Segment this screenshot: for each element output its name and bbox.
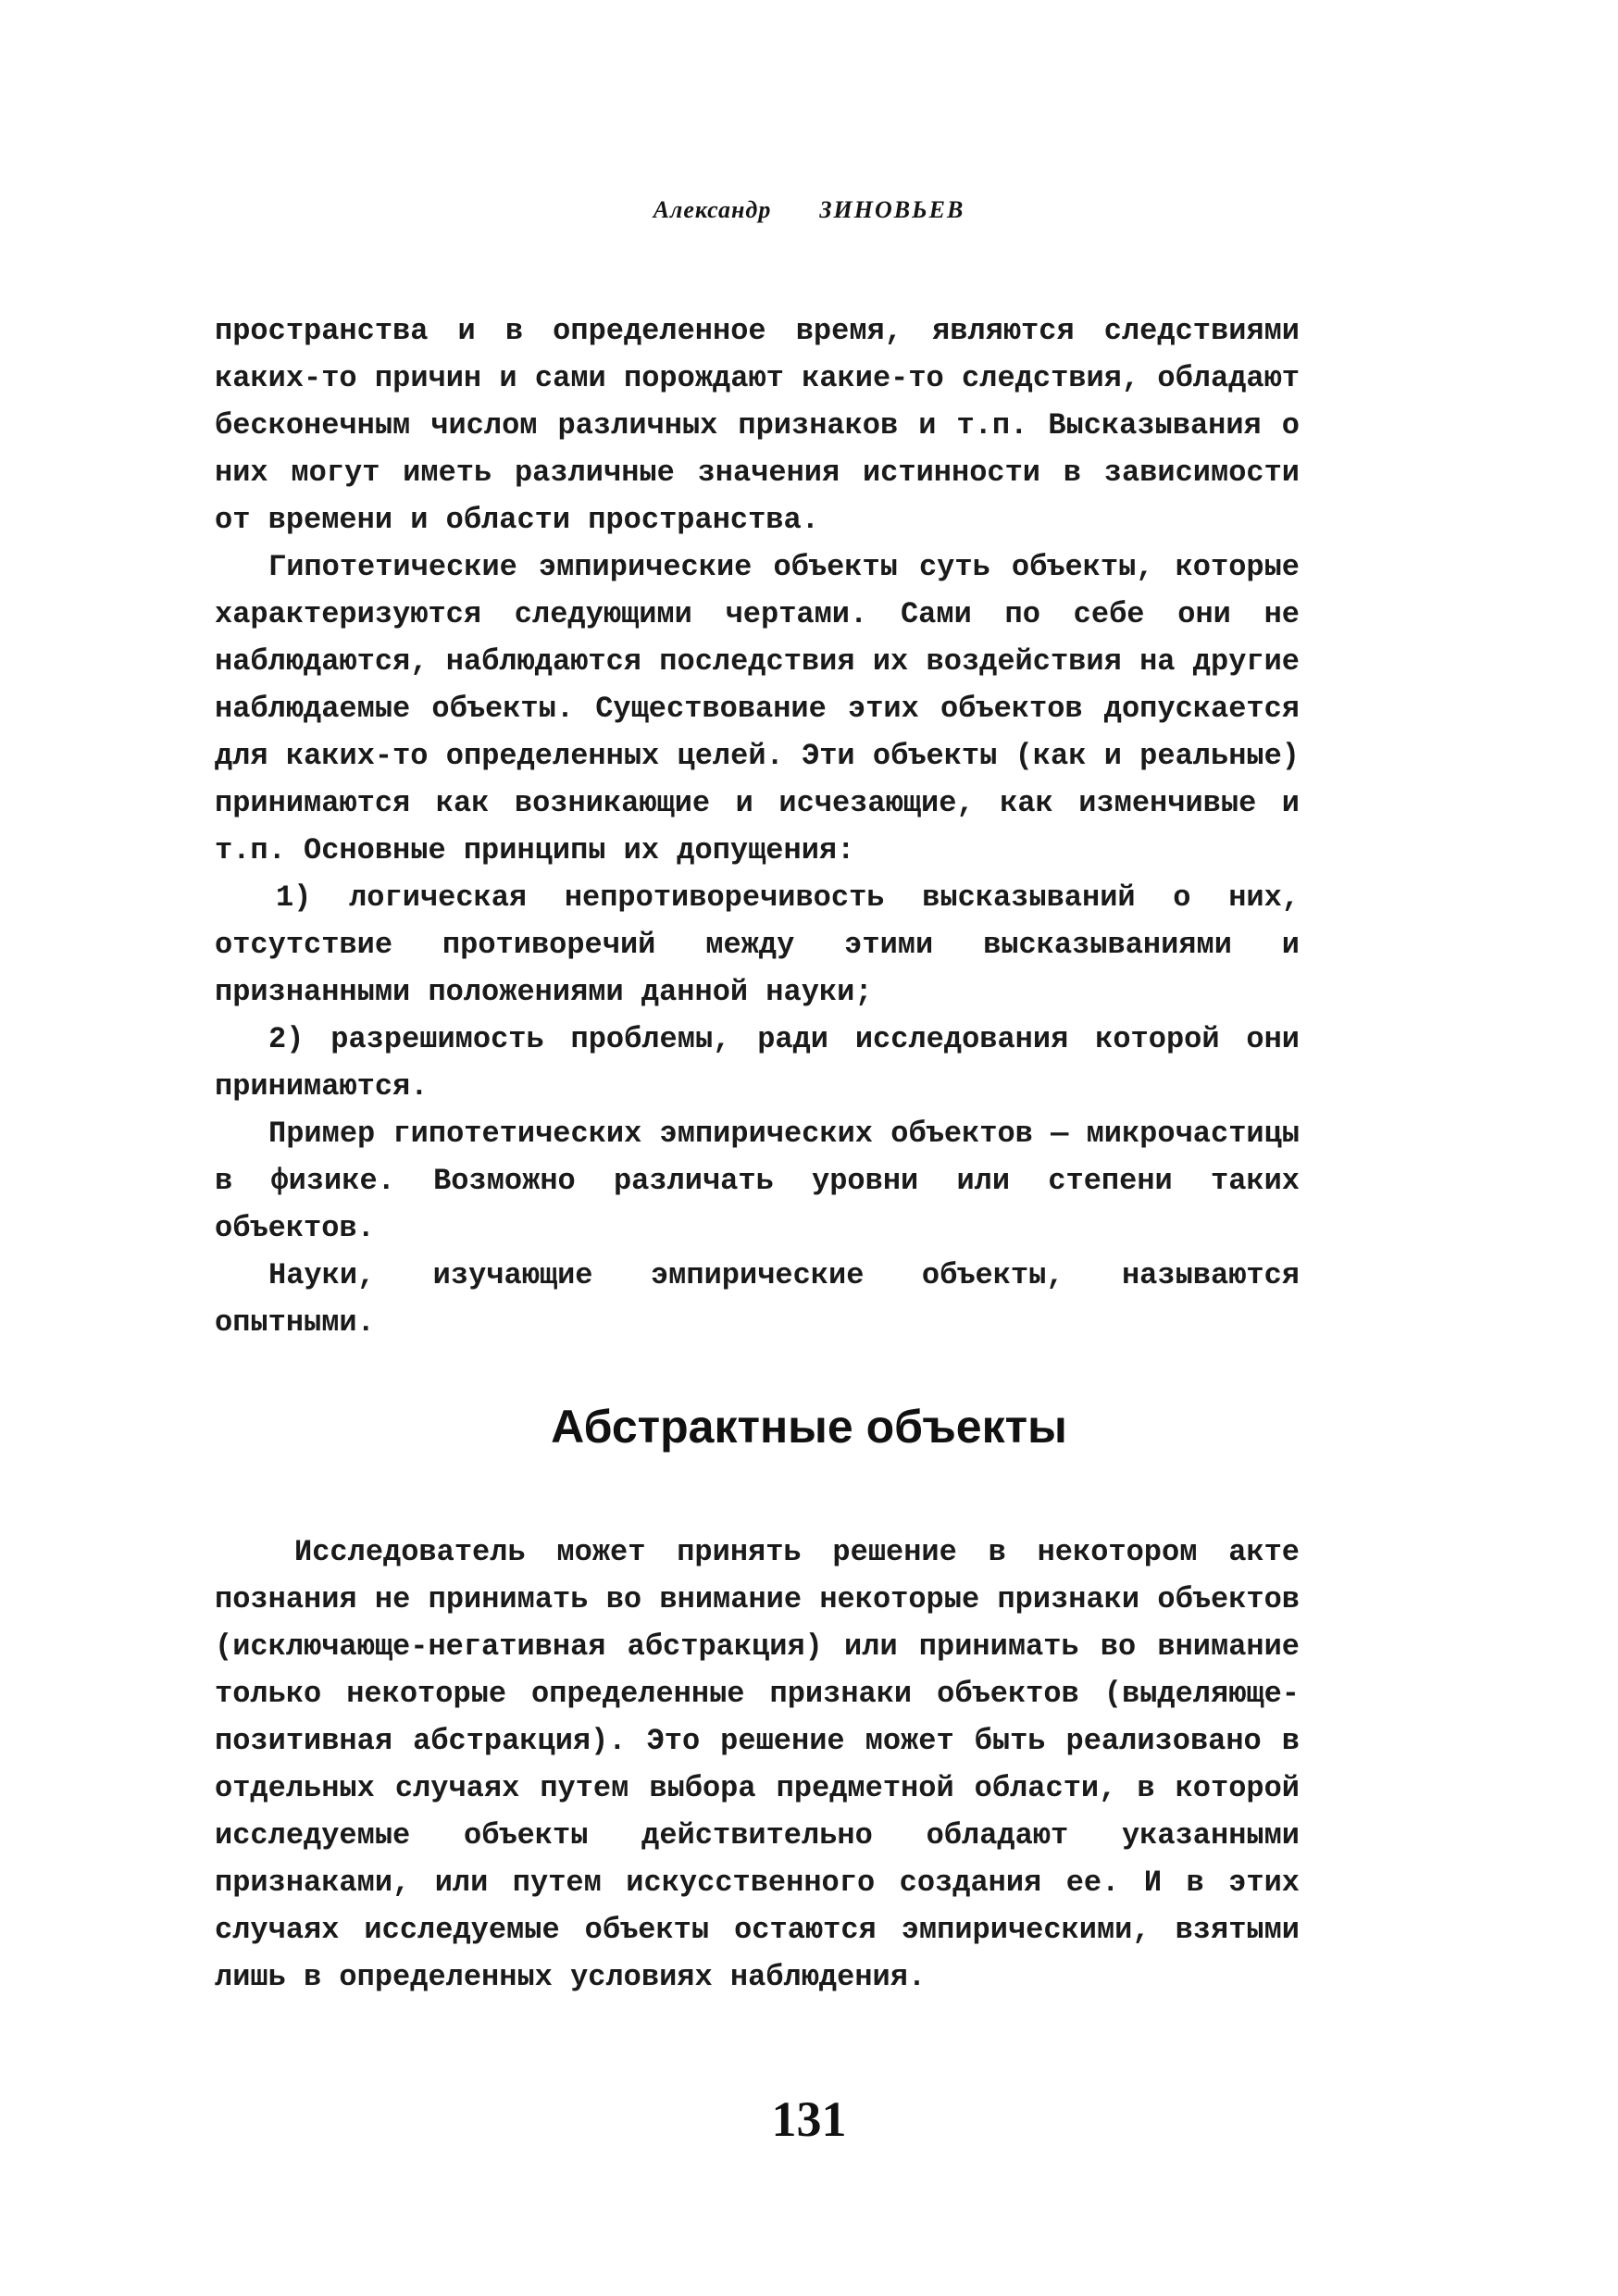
author-surname: ЗИНОВЬЕВ — [819, 196, 965, 223]
paragraph-example: Пример гипотетических эмпирических объектов — микрочастицы в физике. Возможно различать уровни или степени таких объектов. — [215, 1117, 1300, 1245]
running-head — [0, 196, 1618, 224]
text-block-abstract-objects — [215, 1529, 1300, 2001]
author-first-name: Александр — [653, 196, 772, 223]
paragraph-experimental-sciences: Науки, изучающие эмпирические объекты, называются опытными. — [215, 1258, 1300, 1340]
paragraph-continuation: пространства и в определенное время, являются следствиями каких-то причин и сами порождают какие-то следствия, обладают бесконечным числом различных признаков и т.п. Высказывания о них могут иметь различные значения истинности в зависимости от времени и области пространства. — [215, 314, 1300, 537]
list-item-2: 2) разрешимость проблемы, ради исследования которой они принимаются. — [215, 1022, 1300, 1104]
page-number: 131 — [771, 2091, 847, 2147]
text-block-continuation — [215, 307, 1300, 1346]
section-heading: Абстрактные объекты — [551, 1401, 1067, 1453]
list-item-1: 1) логическая непротиворечивость высказываний о них, отсутствие противоречий между этими высказываниями и признанными положениями данной науки; — [215, 880, 1300, 1009]
paragraph-abstraction: Исследователь может принять решение в некотором акте познания не принимать во внимание некоторые признаки объектов (исключающе-негативная абстракция) или принимать во внимание только некоторые определенные признаки объектов (выделяюще-позитивная абстракция). Это решение может быть реализовано в отдельных случаях путем выбора предметной области, в которой исследуемые объекты действительно обладают указанными признаками, или путем искусственного создания ее. И в этих случаях исследуемые объекты остаются эмпирическими, взятыми лишь в определенных условиях наблюдения. — [215, 1535, 1300, 1994]
paragraph-hypothetical-objects: Гипотетические эмпирические объекты суть объекты, которые характеризуются следующими чертами. Сами по себе они не наблюдаются, наблюдаются последствия их воздействия на другие наблюдаемые объекты. Существование этих объектов допускается для каких-то определенных целей. Эти объекты (как и реальные) принимаются как возникающие и исчезающие, как изменчивые и т.п. Основные принципы их допущения: — [215, 550, 1300, 867]
